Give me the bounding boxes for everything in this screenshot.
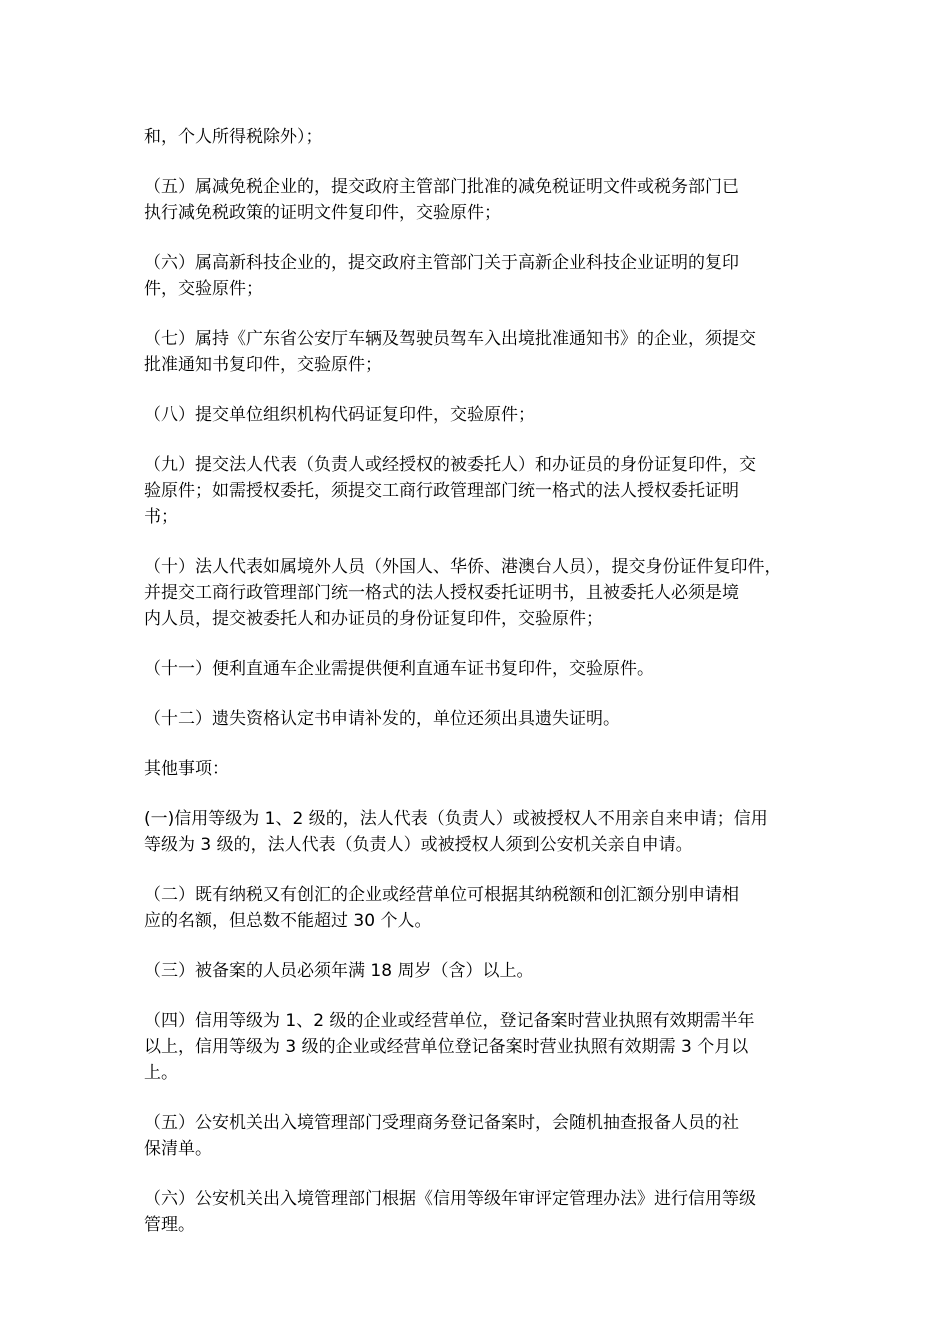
paragraph-item-6-high-tech (144, 250, 812, 302)
text-line: （十）法人代表如属境外人员（外国人、华侨、港澳台人员），提交身份证件复印件， (144, 557, 782, 577)
text-line: （五）公安机关出入境管理部门受理商务登记备案时，会随机抽查报备人员的社 (144, 1113, 739, 1133)
text-line: 执行减免税政策的证明文件复印件，交验原件； (144, 203, 501, 223)
text-line: 管理。 (144, 1215, 195, 1235)
text-line: 批准通知书复印件，交验原件； (144, 355, 382, 375)
text-line: （四）信用等级为 1、2 级的企业或经营单位，登记备案时营业执照有效期需半年 (144, 1011, 755, 1031)
text-line: 等级为 3 级的，法人代表（负责人）或被授权人须到公安机关亲自申请。 (144, 835, 693, 855)
section-heading-other-matters (144, 756, 812, 782)
document-body (144, 124, 812, 1262)
text-line: 书； (144, 507, 178, 527)
paragraph-other-2-quota (144, 882, 812, 934)
text-line: 验原件；如需授权委托，须提交工商行政管理部门统一格式的法人授权委托证明 (144, 481, 739, 501)
text-line: （六）属高新科技企业的，提交政府主管部门关于高新企业科技企业证明的复印 (144, 253, 739, 273)
text-line: 以上，信用等级为 3 级的企业或经营单位登记备案时营业执照有效期需 3 个月以 (144, 1037, 749, 1057)
paragraph-item-5-tax-exemption (144, 174, 812, 226)
paragraph-item-8-org-code (144, 402, 812, 428)
paragraph-other-1-credit-level (144, 806, 812, 858)
paragraph-item-11-direct-vehicle (144, 656, 812, 682)
text-line: （七）属持《广东省公安厅车辆及驾驶员驾车入出境批准通知书》的企业，须提交 (144, 329, 756, 349)
text-line: 内人员，提交被委托人和办证员的身份证复印件，交验原件； (144, 609, 603, 629)
paragraph-other-5-social-security (144, 1110, 812, 1162)
text-line: (一)信用等级为 1、2 级的，法人代表（负责人）或被授权人不用亲自来申请；信用 (144, 809, 768, 829)
text-line: （三）被备案的人员必须年满 18 周岁（含）以上。 (144, 961, 534, 981)
paragraph-item-9-legal-rep-id (144, 452, 812, 530)
paragraph-tax-exclusion (144, 124, 812, 150)
paragraph-item-12-lost-certificate (144, 706, 812, 732)
text-line: 上。 (144, 1063, 178, 1083)
text-line: 并提交工商行政管理部门统一格式的法人授权委托证明书，且被委托人必须是境 (144, 583, 739, 603)
text-line: 和，个人所得税除外）； (144, 127, 323, 147)
text-line: （十一）便利直通车企业需提供便利直通车证书复印件，交验原件。 (144, 659, 654, 679)
text-line: （十二）遗失资格认定书申请补发的，单位还须出具遗失证明。 (144, 709, 620, 729)
text-line: 保清单。 (144, 1139, 212, 1159)
text-line: （九）提交法人代表（负责人或经授权的被委托人）和办证员的身份证复印件，交 (144, 455, 756, 475)
paragraph-other-6-credit-management (144, 1186, 812, 1238)
text-line: 其他事项： (144, 759, 229, 779)
text-line: （八）提交单位组织机构代码证复印件，交验原件； (144, 405, 535, 425)
text-line: （六）公安机关出入境管理部门根据《信用等级年审评定管理办法》进行信用等级 (144, 1189, 756, 1209)
text-line: 件，交验原件； (144, 279, 263, 299)
text-line: （五）属减免税企业的，提交政府主管部门批准的减免税证明文件或税务部门已 (144, 177, 739, 197)
paragraph-item-7-vehicle-notice (144, 326, 812, 378)
text-line: （二）既有纳税又有创汇的企业或经营单位可根据其纳税额和创汇额分别申请相 (144, 885, 739, 905)
paragraph-other-3-age (144, 958, 812, 984)
text-line: 应的名额，但总数不能超过 30 个人。 (144, 911, 432, 931)
paragraph-other-4-license-validity (144, 1008, 812, 1086)
paragraph-item-10-overseas-rep (144, 554, 812, 632)
